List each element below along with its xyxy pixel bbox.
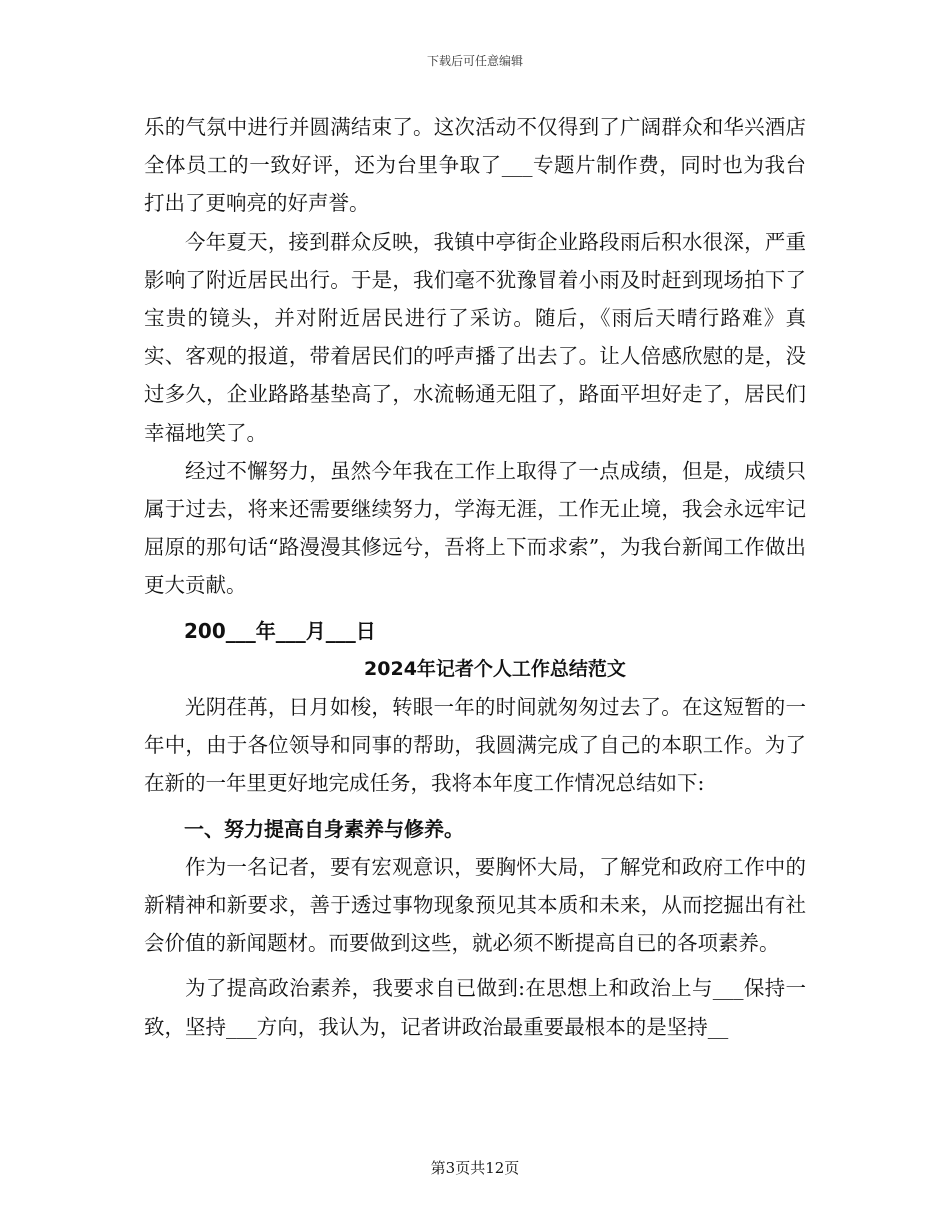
document-body: [144, 108, 806, 1046]
date-line: 200___年___月___日: [184, 618, 376, 643]
paragraph-awareness: 作为一名记者，要有宏观意识，要胸怀大局，了解党和政府工作中的新精神和新要求，善于透过事物现象预见其本质和未来，从而挖掘出有社会价值的新闻题材。而要做到这些，就必须不断提高自已的各项素养。: [144, 854, 806, 956]
document-title: 2024年记者个人工作总结范文: [364, 657, 626, 680]
page-number: 第3页共12页: [430, 1159, 520, 1177]
paragraph-continuation: 乐的气氛中进行并圆满结束了。这次活动不仅得到了广阔群众和华兴酒店全体员工的一致好评，还为台里争取了___专题片制作费，同时也为我台打出了更响亮的好声誉。: [144, 115, 806, 216]
section-heading: 一、努力提高自身素养与修养。: [184, 816, 464, 841]
paragraph-intro: 光阴荏苒，日月如梭，转眼一年的时间就匆匆过去了。在这短暂的一年中，由于各位领导和同事的帮助，我圆满完成了自己的本职工作。为了在新的一年里更好地完成任务，我将本年度工作情况总结如下:: [144, 695, 806, 796]
paragraph-summer-report: 今年夏天，接到群众反映，我镇中亭街企业路段雨后积水很深，严重影响了附近居民出行。于是，我们毫不犹豫冒着小雨及时赶到现场拍下了宝贵的镜头，并对附近居民进行了采访。随后，《雨后天晴行路难》真实、客观的报道，带着居民们的呼声播了出去了。让人倍感欣慰的是，没过多久，企业路路基垫高了，水流畅通无阻了，路面平坦好走了，居民们幸福地笑了。: [144, 229, 806, 445]
paragraph-conclusion: 经过不懈努力，虽然今年我在工作上取得了一点成绩，但是，成绩只属于过去，将来还需要继续努力，学海无涯，工作无止境，我会永远牢记屈原的那句话“路漫漫其修远兮，吾将上下而求索”，为我台新闻工作做出更大贡献。: [144, 458, 806, 598]
paragraph-political-quality: 为了提高政治素养，我要求自已做到:在思想上和政治上与___保持一致，坚持___方向，我认为，记者讲政治最重要最根本的是坚持__: [144, 976, 806, 1039]
header-note: 下载后可任意编辑: [426, 54, 523, 68]
